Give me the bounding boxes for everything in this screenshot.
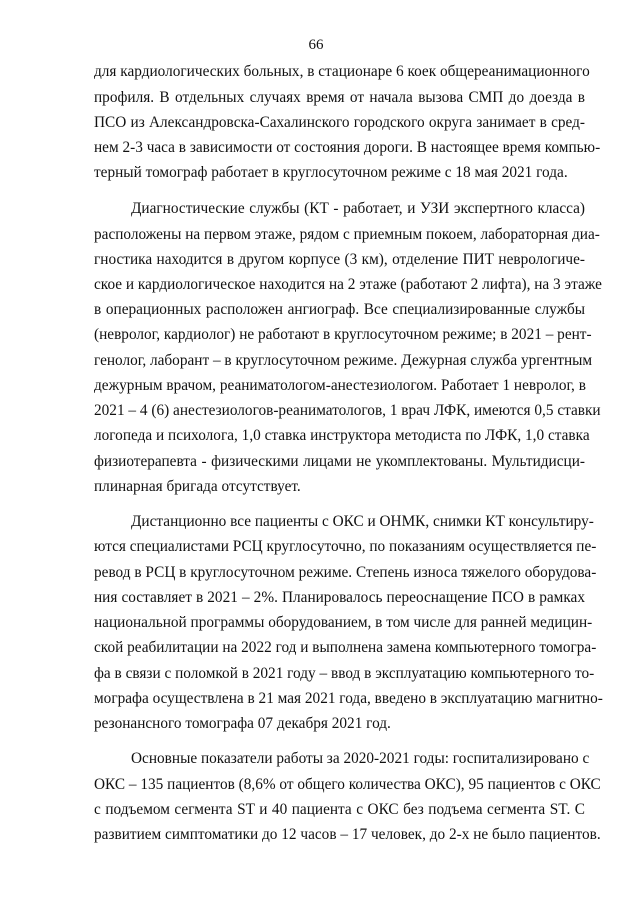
text-line: терный томограф работает в круглосуточном режиме с 18 мая 2021 года. [94,164,568,181]
text-line: резонансного томографа 07 декабря 2021 год. [94,715,391,732]
text-line: профиля. В отдельных случаях время от начала вызова СМП до доезда в [94,89,585,106]
text-line: (невролог, кардиолог) не работают в круглосуточном режиме; в 2021 – рент- [94,326,592,343]
text-line: мографа осуществлена в 21 мая 2021 года, введено в эксплуатацию магнитно- [94,690,603,707]
text-line: Дистанционно все пациенты с ОКС и ОНМК, снимки КТ консультиру- [131,513,594,530]
text-line: развитием симптоматики до 12 часов – 17 человек, до 2-х не было пациентов. [94,826,601,843]
text-line: ния составляет в 2021 – 2%. Планировалось переоснащение ПСО в рамках [94,589,585,606]
text-line: ОКС – 135 пациентов (8,6% от общего количества ОКС), 95 пациентов с ОКС [94,776,601,793]
text-line: Основные показатели работы за 2020-2021 годы: госпитализировано с [131,750,590,767]
text-line: нем 2-3 часа в зависимости от состояния дороги. В настоящее время компью- [94,139,601,156]
text-line: логопеда и психолога, 1,0 ставка инструктора методиста по ЛФК, 1,0 ставка [94,427,590,444]
text-line: плинарная бригада отсутствует. [94,478,301,495]
text-line: ской реабилитации на 2022 год и выполнена замена компьютерного томогра- [94,639,597,656]
text-line: ПСО из Александровска-Сахалинского городского округа занимает в сред- [94,114,585,131]
text-line: генолог, лаборант – в круглосуточном режиме. Дежурная служба ургентным [94,352,593,369]
page-number: 66 [308,37,324,53]
text-line: с подъемом сегмента ST и 40 пациента с ОКС без подъема сегмента ST. С [94,801,585,818]
text-line: национальной программы оборудованием, в том числе для ранней медицин- [94,614,593,631]
text-line: ское и кардиологическое находится на 2 этаже (работают 2 лифта), на 3 этаже [94,276,602,293]
text-line: гностика находится в другом корпусе (3 км), отделение ПИТ неврологиче- [94,251,585,268]
text-line: для кардиологических больных, в стационаре 6 коек общереанимационного [94,63,590,80]
text-line: ются специалистами РСЦ круглосуточно, по показаниям осуществляется пе- [94,538,597,555]
text-line: расположены на первом этаже, рядом с приемным покоем, лабораторная диа- [94,226,600,243]
text-line: физиотерапевта - физическими лицами не укомплектованы. Мультидисци- [94,453,585,470]
text-line: в операционных расположен ангиограф. Все специализированные службы [94,301,585,318]
text-line: ревод в РСЦ в круглосуточном режиме. Степень износа тяжелого оборудова- [94,564,597,581]
text-line: дежурным врачом, реаниматологом-анестезиологом. Работает 1 невролог, в [94,377,586,394]
text-line: Диагностические службы (КТ - работает, и УЗИ экспертного класса) [131,200,585,217]
text-line: 2021 – 4 (6) анестезиологов-реаниматологов, 1 врач ЛФК, имеются 0,5 ставки [94,402,601,419]
text-line: фа в связи с поломкой в 2021 году – ввод в эксплуатацию компьютерного то- [94,665,595,682]
